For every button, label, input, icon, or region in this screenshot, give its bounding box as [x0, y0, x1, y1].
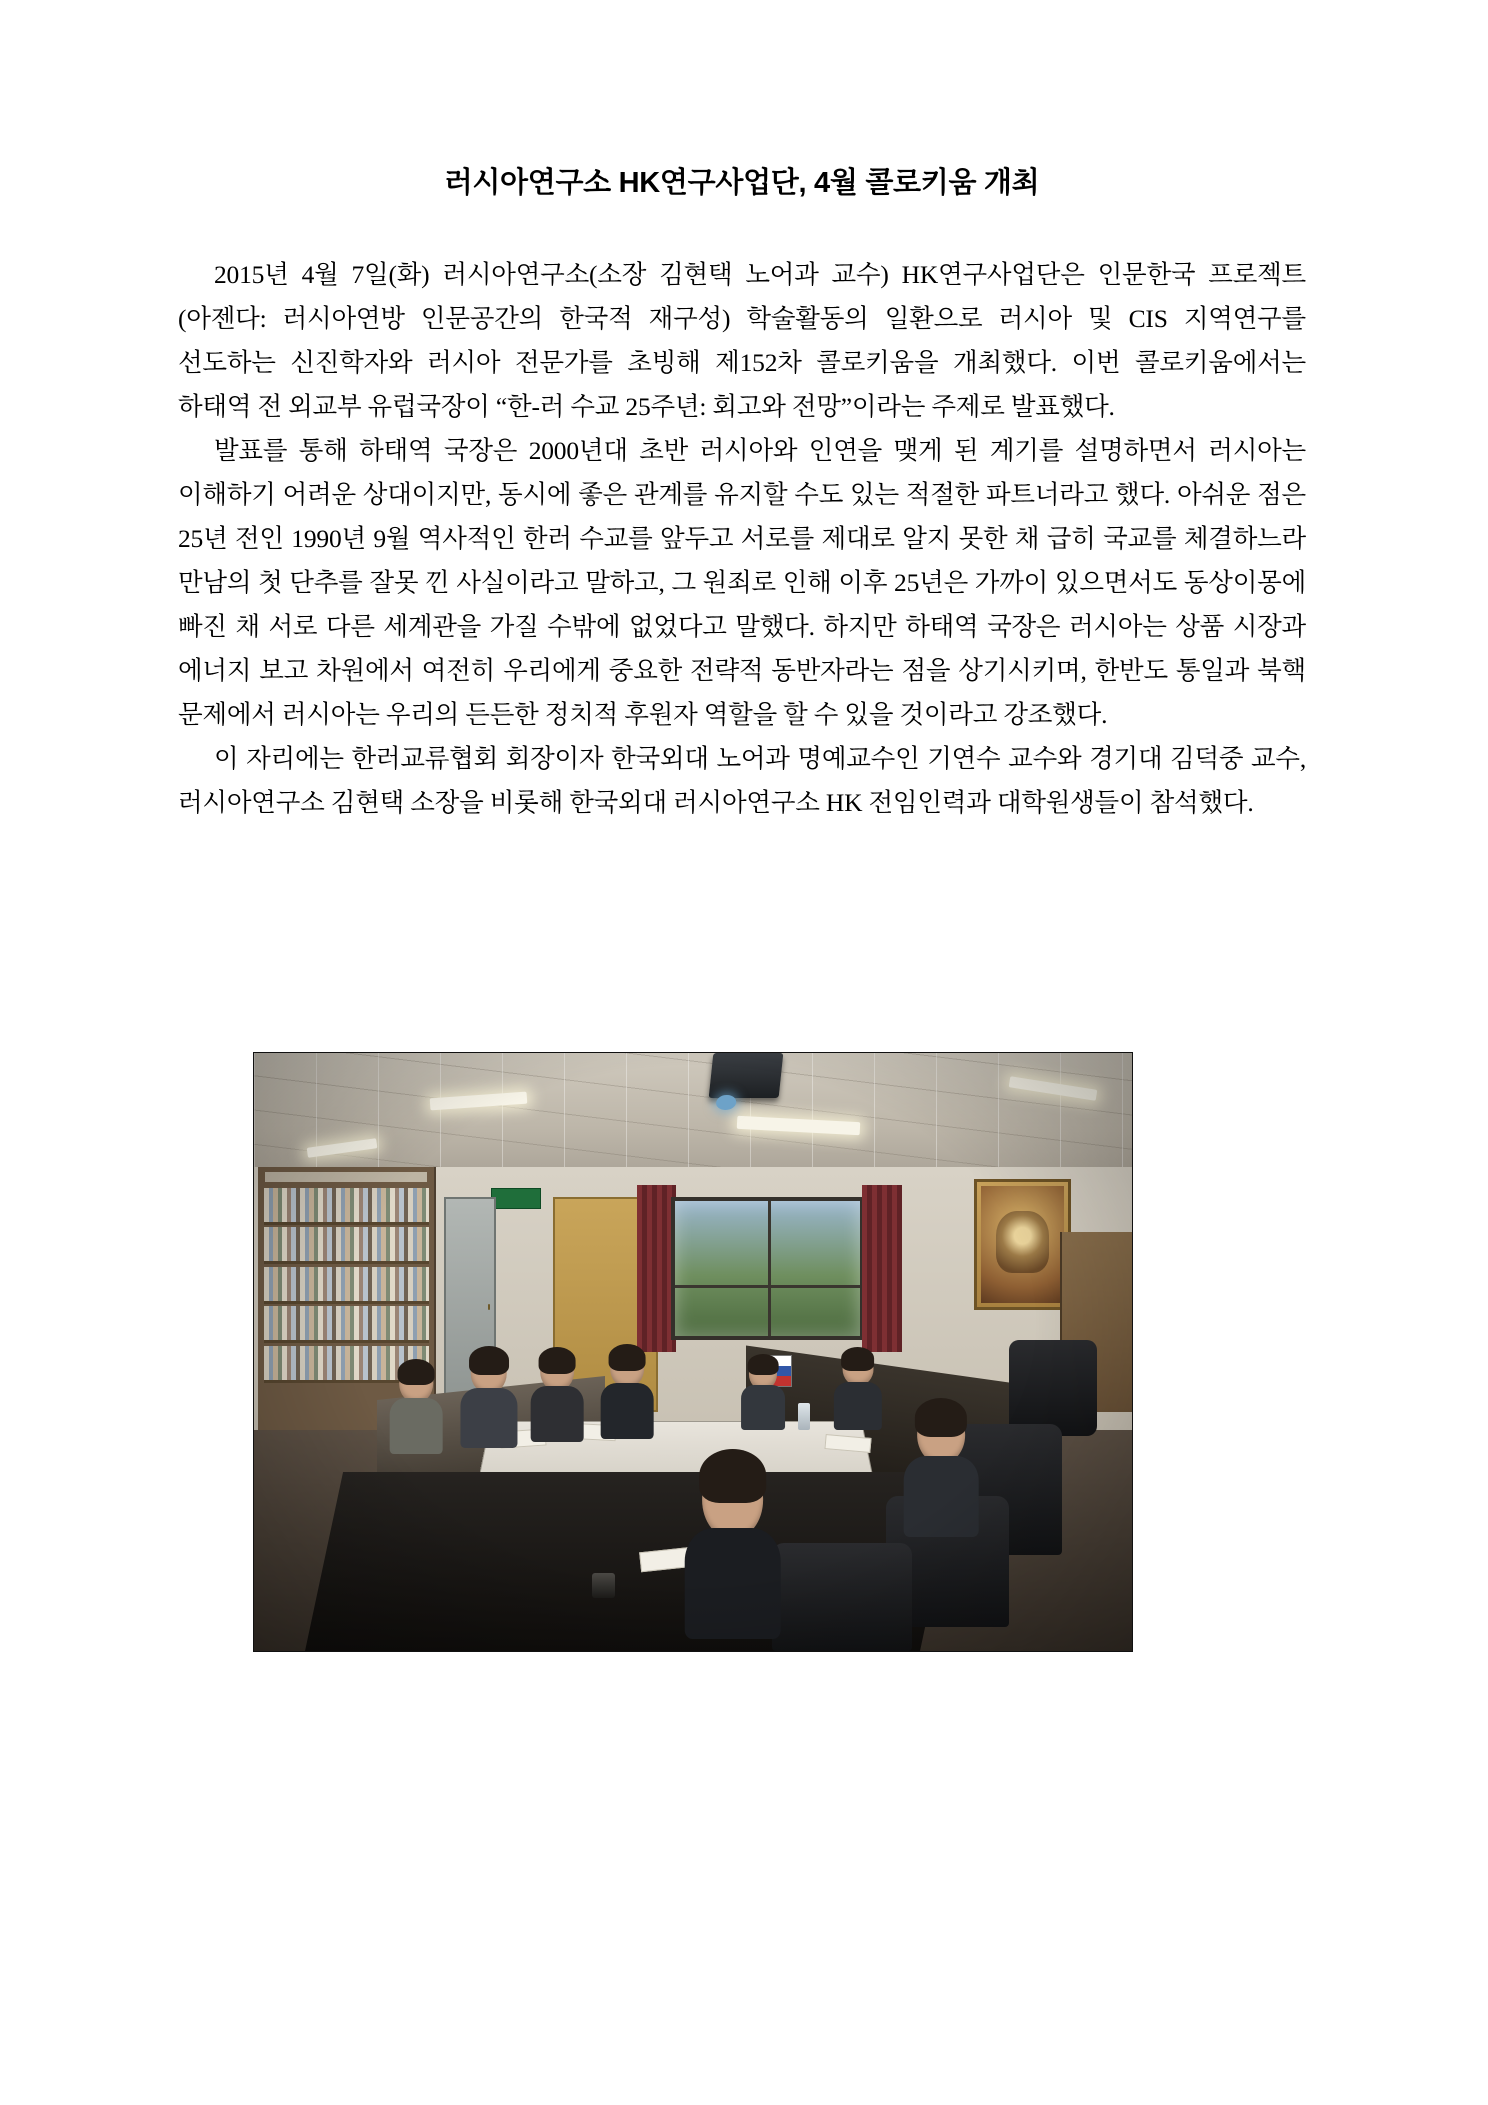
attendee-body [531, 1386, 584, 1442]
attendee-body [833, 1382, 881, 1430]
books [264, 1227, 429, 1261]
attendee-hair [398, 1359, 435, 1386]
coffee-cup [592, 1573, 615, 1598]
paragraph-1: 2015년 4월 7일(화) 러시아연구소(소장 김현택 노어과 교수) HK연구사업단은 인문한국 프로젝트(아젠다: 러시아연방 인문공간의 한국적 재구성) 학술활동의 일환으로 러시아 및 CIS 지역연구를 선도하는 신진학자와 러시아 전문가를 초빙해 제152차 콜로키움을 개최했다. 이번 콜로키움에서는 하태역 전 외교부 유럽국장이 “한-러 수교 25주년: 회고와 전망”이라는 주제로 발표했다. [178, 260, 1306, 421]
attendee-body [390, 1398, 443, 1454]
painting-image [981, 1186, 1064, 1304]
foreground-attendee [684, 1460, 781, 1639]
ceiling-grid [254, 1053, 1132, 1179]
colloquium-photo [253, 1052, 1133, 1652]
attendee-hair [609, 1344, 646, 1371]
shelf-top [265, 1172, 427, 1183]
attendee-body [684, 1528, 781, 1639]
attendee [904, 1406, 979, 1538]
books [264, 1306, 429, 1340]
attendee-body [741, 1385, 785, 1429]
books [264, 1267, 429, 1301]
photo-figure [253, 1052, 1133, 1652]
attendee-hair [538, 1347, 575, 1374]
window [671, 1197, 864, 1341]
chair [772, 1543, 912, 1651]
shelf-row [264, 1227, 429, 1264]
shelf-row [264, 1267, 429, 1304]
paragraph-2: 발표를 통해 하태역 국장은 2000년대 초반 러시아와 인연을 맺게 된 계기를 설명하면서 러시아는 이해하기 어려운 상대이지만, 동시에 좋은 관계를 유지할 수도 있는 적절한 파트너라고 했다. 아쉬운 점은 25년 전인 1990년 9월 역사적인 한러 수교를 앞두고 서로를 제대로 알지 못한 채 급히 국교를 체결하느라 만남의 첫 단추를 잘못 낀 사실이라고 말하고, 그 원죄로 인해 이후 25년은 가까이 있으면서도 동상이몽에 빠진 채 서로 다른 세계관을 가질 수밖에 없었다고 말했다. 하지만 하태역 국장은 러시아는 상품 시장과 에너지 보고 차원에서 여전히 우리에게 중요한 전략적 동반자라는 점을 상기시키며, 한반도 통일과 북핵 문제에서 러시아는 우리의 든든한 정치적 후원자 역할을 할 수 있을 것이라고 강조했다. [178, 436, 1306, 729]
ceiling [254, 1053, 1132, 1179]
shelf-row [264, 1188, 429, 1225]
attendee-body [460, 1388, 517, 1447]
attendee [601, 1349, 654, 1439]
attendee [460, 1352, 517, 1448]
icon-painting [974, 1179, 1071, 1311]
attendee-body [601, 1383, 654, 1439]
attendee-hair [841, 1347, 875, 1370]
page-title: 러시아연구소 HK연구사업단, 4월 콜로키움 개최 [444, 167, 1040, 199]
books [264, 1188, 429, 1222]
shelf-row [264, 1306, 429, 1343]
attendee-hair [699, 1449, 767, 1503]
attendee-hair [748, 1354, 779, 1376]
attendee [741, 1358, 785, 1430]
paragraph-3: 이 자리에는 한러교류협회 회장이자 한국외대 노어과 명예교수인 기연수 교수와 경기대 김덕중 교수, 러시아연구소 김현택 소장을 비롯해 한국외대 러시아연구소 HK 전임인력과 대학원생들이 참석했다. [178, 744, 1306, 817]
water-bottle [798, 1403, 809, 1430]
attendee-hair [469, 1346, 509, 1375]
document-body [178, 160, 1306, 825]
attendee [833, 1352, 881, 1430]
curtain-right [862, 1185, 902, 1352]
chair [1009, 1340, 1097, 1436]
attendee [390, 1364, 443, 1454]
attendee-body [904, 1456, 979, 1538]
attendee-hair [915, 1398, 967, 1437]
exit-sign [491, 1188, 541, 1209]
projector [708, 1053, 783, 1098]
attendee [531, 1352, 584, 1442]
